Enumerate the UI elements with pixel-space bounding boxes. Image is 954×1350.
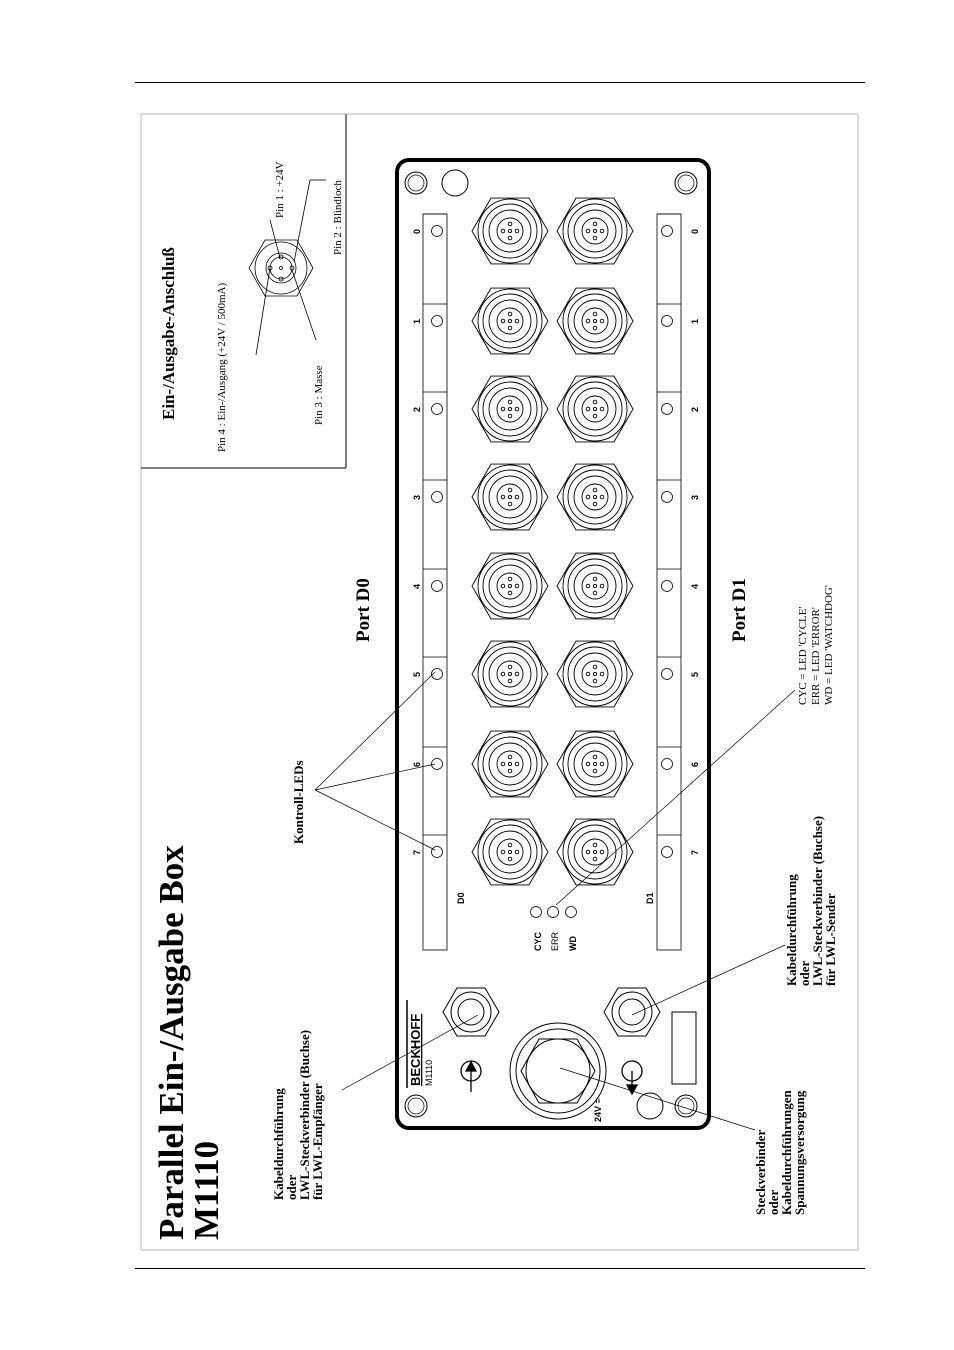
channel-number-d1: 1 bbox=[690, 318, 700, 324]
connector-pinout-box bbox=[141, 114, 346, 468]
channel-number-d0: 0 bbox=[412, 228, 422, 234]
channel-number-d1: 4 bbox=[690, 583, 700, 589]
led-label-err: ERR bbox=[550, 931, 560, 951]
title-line1: Parallel Ein-/Ausgabe Box bbox=[152, 845, 191, 1240]
d1-strip-label: D1 bbox=[645, 892, 655, 904]
sender-line4: für LWL-Sender bbox=[823, 893, 838, 986]
led-label-wd: WD bbox=[568, 936, 578, 951]
power-line4: Spannungsversorgung bbox=[792, 1090, 807, 1215]
title-line2: M1110 bbox=[187, 1140, 226, 1240]
port-d0-label: Port D0 bbox=[353, 578, 374, 642]
pinout-connector-icon bbox=[249, 180, 326, 355]
led-label-cyc: CYC bbox=[533, 931, 543, 951]
channel-number-d0: 7 bbox=[412, 849, 422, 855]
channel-number-d0: 6 bbox=[412, 761, 422, 767]
legend-wd: WD = LED 'WATCHDOG' bbox=[823, 585, 835, 705]
module-model: M1110 bbox=[424, 1059, 434, 1086]
channel-number-d0: 1 bbox=[412, 318, 422, 324]
channel-number-d1: 6 bbox=[690, 761, 700, 767]
power-line2: oder bbox=[766, 1189, 781, 1215]
power-line3: Kabeldurchführungen bbox=[779, 1090, 794, 1215]
channel-number-d1: 0 bbox=[690, 228, 700, 234]
channel-number-d0: 4 bbox=[412, 583, 422, 589]
channel-number-d1: 7 bbox=[690, 849, 700, 855]
pin1-label: Pin 1 : +24V bbox=[274, 161, 286, 218]
channel-number-d1: 2 bbox=[690, 406, 700, 412]
sender-line1: Kabeldurchführung bbox=[784, 874, 799, 986]
pin4-label: Pin 4 : Ein-/Ausgang (+24V / 500mA) bbox=[216, 282, 228, 452]
d0-strip-label: D0 bbox=[456, 892, 466, 904]
pinout-heading: Ein-/Ausgabe-Anschluß bbox=[159, 247, 178, 420]
receiver-line3: LWL-Steckverbinder (Buchse) bbox=[297, 1029, 312, 1200]
legend-err: ERR = LED 'ERROR' bbox=[810, 607, 822, 705]
channel-number-d1: 3 bbox=[690, 494, 700, 500]
pin2-label: Pin 2 : Blindloch bbox=[332, 180, 344, 255]
callout-kontroll-leds: Kontroll-LEDs bbox=[291, 760, 306, 844]
sender-line3: LWL-Steckverbinder (Buchse) bbox=[810, 815, 825, 986]
channel-number-d0: 5 bbox=[412, 671, 422, 677]
channel-number-d0: 3 bbox=[412, 494, 422, 500]
channel-number-d1: 5 bbox=[690, 671, 700, 677]
brand-logo: BECKHOFF bbox=[408, 1013, 423, 1086]
power-label: 24V = bbox=[593, 1098, 603, 1122]
module-body bbox=[397, 160, 709, 1128]
receiver-line2: oder bbox=[284, 1174, 299, 1200]
channel-number-d0: 2 bbox=[412, 406, 422, 412]
power-line1: Steckverbinder bbox=[753, 1129, 768, 1215]
receiver-line4: für LWL-Empfänger bbox=[310, 1083, 325, 1200]
port-d1-label: Port D1 bbox=[729, 578, 750, 642]
receiver-line1: Kabeldurchführung bbox=[271, 1088, 286, 1200]
legend-cyc: CYC = LED 'CYCLE' bbox=[797, 606, 809, 705]
sender-line2: oder bbox=[797, 960, 812, 986]
pin3-label: Pin 3 : Masse bbox=[313, 365, 325, 425]
